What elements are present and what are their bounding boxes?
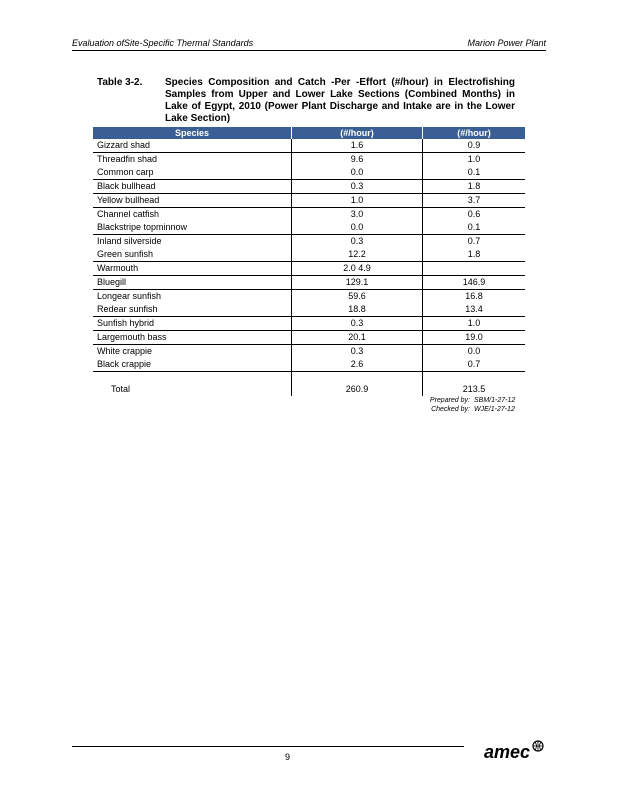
checked-by-value: WJE/1-27-12	[474, 406, 515, 413]
upper-cell: 2.0 4.9	[292, 262, 423, 276]
lower-cell	[423, 262, 526, 276]
species-cell: Inland silverside	[93, 235, 292, 249]
upper-cell: 12.2	[292, 248, 423, 262]
globe-icon	[533, 741, 543, 751]
upper-cell: 2.6	[292, 358, 423, 372]
lower-cell: 0.1	[467, 167, 481, 177]
header-left-title: Evaluation ofSite-Specific Thermal Standards	[72, 38, 254, 48]
table-row	[93, 345, 525, 359]
species-cell: Black bullhead	[93, 180, 292, 194]
upper-cell: 59.6	[292, 290, 423, 304]
table-row	[93, 153, 525, 167]
species-cell: Bluegill	[93, 276, 292, 290]
table-row	[93, 221, 525, 235]
lower-cell: 0.9	[467, 140, 481, 150]
table-row	[93, 358, 525, 372]
total-upper: 260.9	[292, 382, 423, 396]
table-row	[93, 303, 525, 317]
header-right-title: Marion Power Plant	[467, 38, 546, 48]
lower-cell: 0.7	[467, 359, 481, 369]
table-row	[93, 235, 525, 249]
upper-cell: 20.1	[292, 331, 423, 345]
table-spacer-row	[93, 372, 525, 383]
table-header-row	[93, 127, 525, 139]
table-row	[93, 248, 525, 262]
upper-cell: 0.3	[292, 317, 423, 331]
prepared-by	[420, 396, 515, 405]
species-cell: Threadfin shad	[93, 153, 292, 167]
total-label: Total	[111, 384, 131, 394]
upper-cell: 0.3	[292, 180, 423, 194]
upper-cell: 3.0	[292, 208, 423, 222]
species-cell: Largemouth bass	[93, 331, 292, 345]
lower-cell: 1.8	[467, 249, 481, 259]
amec-logo	[484, 738, 546, 762]
table-caption-label: Table 3-2.	[97, 77, 143, 88]
table-row	[93, 331, 525, 345]
lower-cell: 1.8	[423, 180, 526, 194]
lower-cell: 13.4	[465, 304, 483, 314]
checked-by-label: Checked by:	[431, 406, 470, 413]
table-row	[93, 317, 525, 331]
lower-cell: 16.8	[423, 290, 526, 304]
header-lower: (#/hour)	[423, 127, 526, 139]
species-cell: Green sunfish	[97, 249, 154, 259]
upper-cell: 0.0	[292, 166, 423, 180]
lower-cell: 1.0	[423, 317, 526, 331]
table-row	[93, 290, 525, 304]
table-row	[93, 262, 525, 276]
species-cell: Sunfish hybrid	[93, 317, 292, 331]
lower-cell: 1.0	[423, 153, 526, 167]
species-cell: Black crappie	[97, 359, 152, 369]
header-upper: (#/hour)	[292, 127, 423, 139]
upper-cell: 0.3	[292, 235, 423, 249]
species-cell: Yellow bullhead	[93, 194, 292, 208]
upper-cell: 9.6	[292, 153, 423, 167]
species-cell: Redear sunfish	[97, 304, 158, 314]
page-number: 9	[285, 752, 291, 762]
species-cell: White crappie	[93, 345, 292, 359]
species-cell: Longear sunfish	[93, 290, 292, 304]
footer-rule	[72, 746, 464, 747]
prepared-checked-note	[420, 396, 515, 414]
lower-cell: 3.7	[423, 194, 526, 208]
upper-cell: 18.8	[292, 303, 423, 317]
upper-cell: 1.0	[292, 194, 423, 208]
species-cell: Blackstripe topminnow	[97, 222, 188, 232]
table-row	[93, 276, 525, 290]
table-row	[93, 139, 525, 153]
checked-by	[420, 405, 515, 414]
species-cell: Channel catfish	[93, 208, 292, 222]
header-rule	[72, 50, 546, 51]
upper-cell: 0.0	[292, 221, 423, 235]
species-cell: Warmouth	[93, 262, 292, 276]
lower-cell: 19.0	[423, 331, 526, 345]
upper-cell: 0.3	[292, 345, 423, 359]
lower-cell: 0.0	[423, 345, 526, 359]
lower-cell: 0.1	[467, 222, 481, 232]
lower-cell: 146.9	[423, 276, 526, 290]
table-row	[93, 194, 525, 208]
upper-cell: 129.1	[292, 276, 423, 290]
species-cpue-table	[93, 127, 525, 396]
total-lower: 213.5	[462, 384, 486, 394]
amec-logo-text: amec	[484, 742, 531, 762]
lower-cell: 0.7	[423, 235, 526, 249]
prepared-by-value: SBM/1-27-12	[474, 397, 516, 404]
lower-cell: 0.6	[423, 208, 526, 222]
table-total-row	[93, 382, 525, 396]
header-species: Species	[93, 127, 292, 139]
prepared-by-label: Prepared by:	[429, 397, 470, 404]
table-row	[93, 180, 525, 194]
upper-cell: 1.6	[292, 139, 423, 153]
species-cell: Common carp	[97, 167, 154, 177]
species-cell: Gizzard shad	[97, 140, 151, 150]
table-caption-text: Species Composition and Catch -Per -Effort (#/hour) in Electrofishing Samples from Upper and Lower Lake Sections (Combined Months) in Lake of Egypt, 2010 (Power Plant Discharge and Intake are in the Lower Lake Section)	[165, 77, 515, 124]
table-row	[93, 166, 525, 180]
table-row	[93, 208, 525, 222]
